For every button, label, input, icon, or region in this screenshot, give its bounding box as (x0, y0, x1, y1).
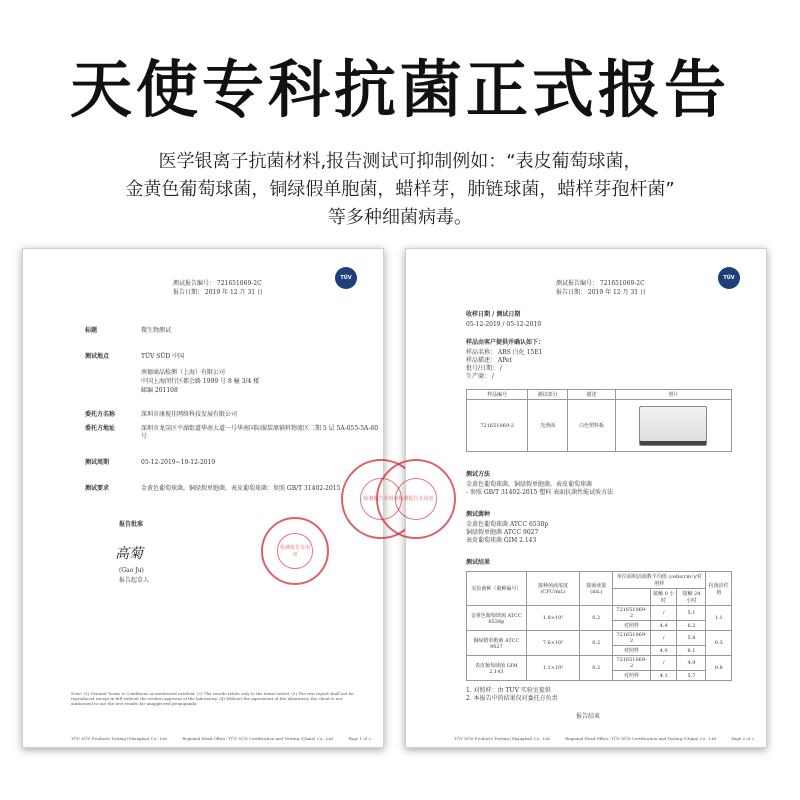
report-header (173, 279, 263, 297)
field-value: 金黄色葡萄球菌，铜绿假单胞菌，表皮葡萄球菌：参照 GB/T 31402-2015 (141, 485, 341, 492)
table-header: 抗菌活性值 (706, 572, 732, 606)
table-cell: / (650, 656, 677, 671)
sample-title: 样品由客户提供并确认如下： (466, 339, 545, 346)
field-label (85, 387, 141, 395)
field-lab-name (85, 369, 381, 377)
intro-line-2: 金黄色葡萄球菌，铜绿假单胞菌，蜡样芽，肺链球菌，蜡样芽孢杆菌” (125, 179, 675, 200)
table-cell: 对照样 (613, 621, 651, 631)
field-lab-postcode (85, 387, 381, 395)
report-header (556, 279, 646, 297)
field-label: 测试要求 (85, 485, 110, 492)
field-value: 中国上海闵行区都会路 1999 号 8 幢 3/4 楼 (141, 378, 260, 385)
tuv-logo-icon: TÜV (718, 267, 740, 289)
method-line: - 参照 GB/T 31402-2015 塑料 表面抗菌性能试验方法 (466, 489, 614, 496)
footer-company: TÜV SÜD Products Testing (Shanghai) Co., Ltd (71, 736, 167, 741)
note-line: 1. 对照样：由 TUV 实验室提供 (466, 687, 551, 694)
table-header: 照片 (615, 390, 731, 400)
page-footer (454, 736, 754, 741)
sample-line: 批号/日期： / (466, 365, 502, 372)
table-cell: 4.1 (650, 671, 677, 681)
field-test-location (85, 353, 381, 361)
results-table (466, 571, 732, 681)
table-header: 接触 24 小时 (677, 589, 706, 606)
footer-office: Regional Head Office: TÜV SÜD Certification and Testing (China) Co., Ltd (565, 736, 716, 741)
end-label: 报告结束 (576, 713, 601, 720)
table-cell: 0.2 (580, 656, 613, 681)
table-cell: 0.2 (580, 606, 613, 631)
result-title: 测试结果 (466, 559, 491, 566)
field-label (85, 378, 141, 386)
field-lab-address (85, 378, 381, 386)
field-label: 委托方地址 (85, 425, 116, 432)
field-value: 深圳市龙岗区平湖街道华南大道一号华南国际服装原辅料物流区二期 5 层 5A-055-5A-60 号 (141, 425, 379, 440)
table-header: 单位面积活菌数平均值 (cells/cm²)/对照样 (613, 572, 706, 589)
sample-line: 生产商： / (466, 373, 494, 380)
sample-line: 样品描述： APet (466, 357, 512, 364)
seal-text: 检测报告专用章 (395, 478, 437, 520)
table-cell: 5.1 (677, 606, 706, 621)
sample-table (466, 389, 732, 452)
field-value: 05-12-2019~19-12-2019 (141, 459, 216, 466)
table-cell: 6.1 (677, 646, 706, 656)
table-header: 测试部分 (528, 390, 568, 400)
report-number: 测试报告编号： 721651069-2C (173, 280, 262, 287)
table-header: 描述 (568, 390, 616, 400)
table-cell: 1.1 (706, 606, 732, 631)
method-lines (466, 481, 736, 497)
note-line: 2. 本报告中的结果仅对委托方负责 (466, 695, 558, 702)
table-header: 接种菌液浓度 (CFU/mL) (526, 572, 580, 606)
field-value: 南德商品检测（上海）有限公司 (141, 369, 226, 376)
field-label: 测试地点 (85, 353, 110, 360)
report-number: 测试报告编号： 721651069-2C (556, 280, 645, 287)
intro-text (60, 148, 740, 232)
report-date: 报告日期： 2019 年 12 月 31 日 (556, 289, 646, 296)
table-cell: 4.9 (677, 656, 706, 671)
table-header: 样品编号 (467, 390, 528, 400)
field-label (85, 369, 141, 377)
sample-photo-cell (615, 400, 731, 452)
table-cell: 721651069-2 (613, 606, 651, 621)
sample-line: 样品名称： ABS 白化 15E1 (466, 349, 543, 356)
strain-lines (466, 521, 736, 545)
table-cell: 1.1×10⁵ (526, 656, 580, 681)
method-line: 金黄色葡萄球菌，铜绿假单胞菌，表皮葡萄球菌 (466, 481, 593, 488)
table-row (467, 656, 732, 671)
table-header: 实验菌种（菌种编号） (467, 572, 527, 606)
official-seal-icon (261, 517, 329, 585)
report-date: 报告日期： 2019 年 12 月 31 日 (173, 289, 263, 296)
signer-role: 报告起草人 (119, 577, 150, 584)
table-cell: 对照样 (613, 646, 651, 656)
seal-text: 检测报告专用章 (277, 533, 312, 568)
signer-name: (Gao Ju) (119, 567, 144, 574)
seam-seal-icon (376, 459, 456, 539)
report-page-1 (22, 248, 399, 748)
fine-print: Note: (1) General Terms & Conditions as mentioned overleaf. (2) The results relate only to the items tested. (3) The test report shall not be reproduced except in full without the written approval of the laboratory. (4) Without the agreement of the laboratory, the client is not authorized to use the test results for unapproved propaganda. (71, 691, 354, 706)
table-cell: 0.3 (706, 631, 732, 656)
footer-office: Regional Head Office: TÜV SÜD Certification and Testing (China) Co., Ltd (182, 736, 333, 741)
table-header-row (467, 390, 732, 400)
table-cell: 5.7 (677, 671, 706, 681)
sample-photo (639, 406, 707, 446)
table-cell: 白色塑料板 (568, 400, 616, 452)
method-title: 测试方法 (466, 471, 491, 478)
table-row (467, 400, 732, 452)
field-value: 深圳市康视佳网络科技发展有限公司 (141, 411, 238, 418)
table-cell: 4.4 (650, 621, 677, 631)
table-cell: 对照样 (613, 671, 651, 681)
table-row (467, 606, 732, 621)
table-cell: 5.8 (677, 631, 706, 646)
approver-label: 报告批准 (119, 521, 144, 528)
field-label: 测试周期 (85, 459, 110, 466)
table-cell: 6.2 (677, 621, 706, 631)
strain-title: 测试菌种 (466, 511, 491, 518)
table-cell: 表皮葡萄球菌 GIM 2.143 (467, 656, 527, 681)
table-cell: 铜绿假单胞菌 ATCC 9027 (467, 631, 527, 656)
receipt-label: 收样日期 / 测试日期 (466, 311, 521, 318)
table-header: 接触 0 小时 (650, 589, 677, 606)
footer-company: TÜV SÜD Products Testing (Shanghai) Co., Ltd (454, 736, 550, 741)
table-cell: 721651069-2 (613, 631, 651, 646)
page-headline: 天使专科抗菌正式报告 (69, 53, 730, 126)
page-number: Page 1 of 2 (348, 736, 371, 741)
field-label: 标题 (85, 327, 98, 334)
strain-line: 表皮葡萄球菌 GIM 2.143 (466, 537, 537, 544)
receipt-value: 05-12-2019 / 05-12-2019 (466, 321, 542, 328)
table-header: 接菌液量 (mL) (580, 572, 613, 606)
table-cell: 4.0 (650, 646, 677, 656)
field-value: TÜV SÜD 中国 (141, 353, 185, 360)
field-title (85, 327, 381, 335)
intro-line-3: 等多种细菌病毒。 (328, 207, 472, 228)
field-test-requirement (85, 485, 381, 493)
table-cell: 金黄色葡萄球菌 ATCC 6538p (467, 606, 527, 631)
seal-text: 检测报告专用章 (360, 478, 402, 520)
page-number: Page 2 of 2 (731, 736, 754, 741)
field-client-address (85, 425, 381, 441)
sample-lines (466, 349, 736, 381)
tuv-logo-icon: TÜV (335, 267, 357, 289)
table-cell: 0.8 (706, 656, 732, 681)
table-row (467, 631, 732, 646)
field-value: 微生物测试 (141, 327, 172, 334)
strain-line: 金黄色葡萄球菌 ATCC 6538p (466, 521, 549, 528)
table-cell: / (650, 606, 677, 621)
table-header (613, 589, 651, 606)
table-cell: 1.8×10⁵ (526, 606, 580, 631)
strain-line: 铜绿假单胞菌 ATCC 9027 (466, 529, 539, 536)
field-label: 委托方名称 (85, 411, 116, 418)
table-cell: / (650, 631, 677, 646)
table-cell: 721651069-2 (467, 400, 528, 452)
table-cell: 光滑面 (528, 400, 568, 452)
result-notes (466, 687, 736, 703)
field-value: 邮编 201108 (141, 387, 178, 394)
signature: 高菊 (115, 546, 143, 562)
table-cell: 721651069-2 (613, 656, 651, 671)
table-cell: 7.6×10⁵ (526, 631, 580, 656)
table-cell: 0.2 (580, 631, 613, 656)
intro-line-1: 医学银离子抗菌材料,报告测试可抑制例如：“表皮葡萄球菌， (158, 151, 642, 172)
field-client-name (85, 411, 381, 419)
table-header-row (467, 572, 732, 589)
page-footer (71, 736, 371, 741)
report-page-2 (398, 248, 767, 748)
field-test-period (85, 459, 381, 467)
